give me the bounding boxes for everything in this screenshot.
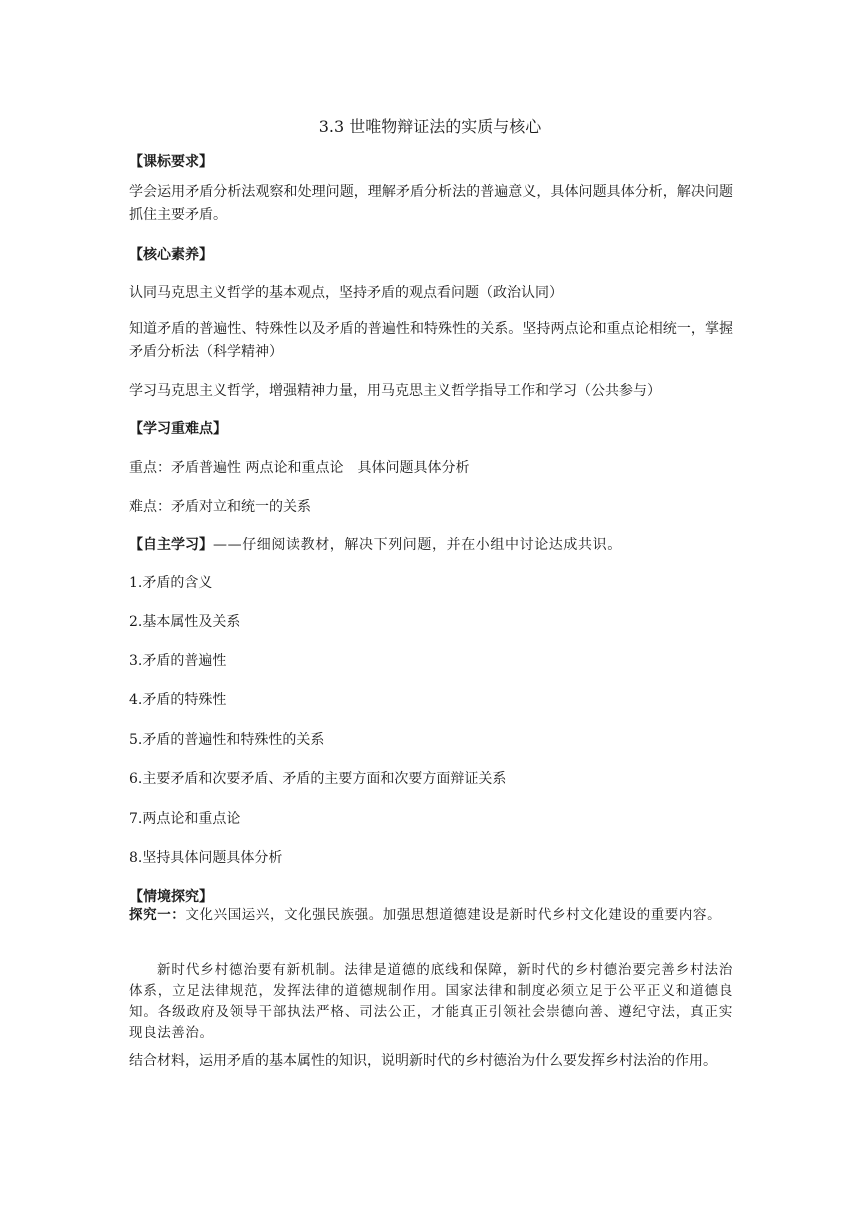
- key-points-focus: 重点：矛盾普遍性 两点论和重点论 具体问题具体分析: [129, 460, 470, 476]
- self-study-item: 2.基本属性及关系: [129, 614, 241, 630]
- inquiry-lead: 文化兴国运兴，文化强民族强。加强思想道德建设是新时代乡村文化建设的重要内容。: [185, 907, 722, 923]
- self-study-item: 5.矛盾的普遍性和特殊性的关系: [129, 732, 325, 748]
- self-study-item: 8.坚持具体问题具体分析: [129, 850, 283, 866]
- inquiry-lead-paragraph: [129, 905, 733, 926]
- literacy-item: 学习马克思主义哲学，增强精神力量，用马克思主义哲学指导工作和学习（公共参与）: [129, 383, 661, 399]
- literacy-item: 知道矛盾的普遍性、特殊性以及矛盾的普遍性和特殊性的关系。坚持两点论和重点论相统一，掌握矛盾分析法（科学精神）: [129, 321, 733, 360]
- inquiry-material: 新时代乡村德治要有新机制。法律是道德的底线和保障，新时代的乡村德治要完善乡村法治体系，立足法律规范，发挥法律的道德规制作用。国家法律和制度必须立足于公平正义和道德良知。各级政府及领导干部执法严格、司法公正，才能真正引领社会崇德向善、遵纪守法，真正实现良法善治。: [129, 962, 733, 1041]
- literacy-item: 认同马克思主义哲学的基本观点，坚持矛盾的观点看问题（政治认同）: [129, 285, 563, 301]
- self-study-item: 4.矛盾的特殊性: [129, 692, 227, 708]
- self-study-intro: ——仔细阅读教材，解决下列问题，并在小组中讨论达成共识。: [213, 537, 622, 553]
- standards-heading: 【课标要求】: [129, 154, 213, 170]
- inquiry-label: 探究一：: [129, 907, 186, 923]
- standards-text: 学会运用矛盾分析法观察和处理问题，理解矛盾分析法的普遍意义，具体问题具体分析，解决问题抓住主要矛盾。: [129, 184, 733, 223]
- page-title: 3.3 世唯物辩证法的实质与核心: [318, 117, 542, 136]
- self-study-item: 6.主要矛盾和次要矛盾、矛盾的主要方面和次要方面辩证关系: [129, 771, 507, 787]
- key-points-difficulty: 难点：矛盾对立和统一的关系: [129, 499, 311, 515]
- self-study-heading: 【自主学习】: [129, 537, 213, 553]
- self-study-item: 3.矛盾的普遍性: [129, 653, 227, 669]
- inquiry-heading: 【情境探究】: [129, 889, 213, 905]
- self-study-item: 7.两点论和重点论: [129, 811, 241, 827]
- self-study-line: [129, 534, 622, 554]
- key-points-heading: 【学习重难点】: [129, 421, 227, 437]
- self-study-item: 1.矛盾的含义: [129, 575, 213, 591]
- inquiry-question: 结合材料，运用矛盾的基本属性的知识，说明新时代的乡村德治为什么要发挥乡村法治的作用。: [129, 1053, 717, 1069]
- literacy-heading: 【核心素养】: [129, 247, 213, 263]
